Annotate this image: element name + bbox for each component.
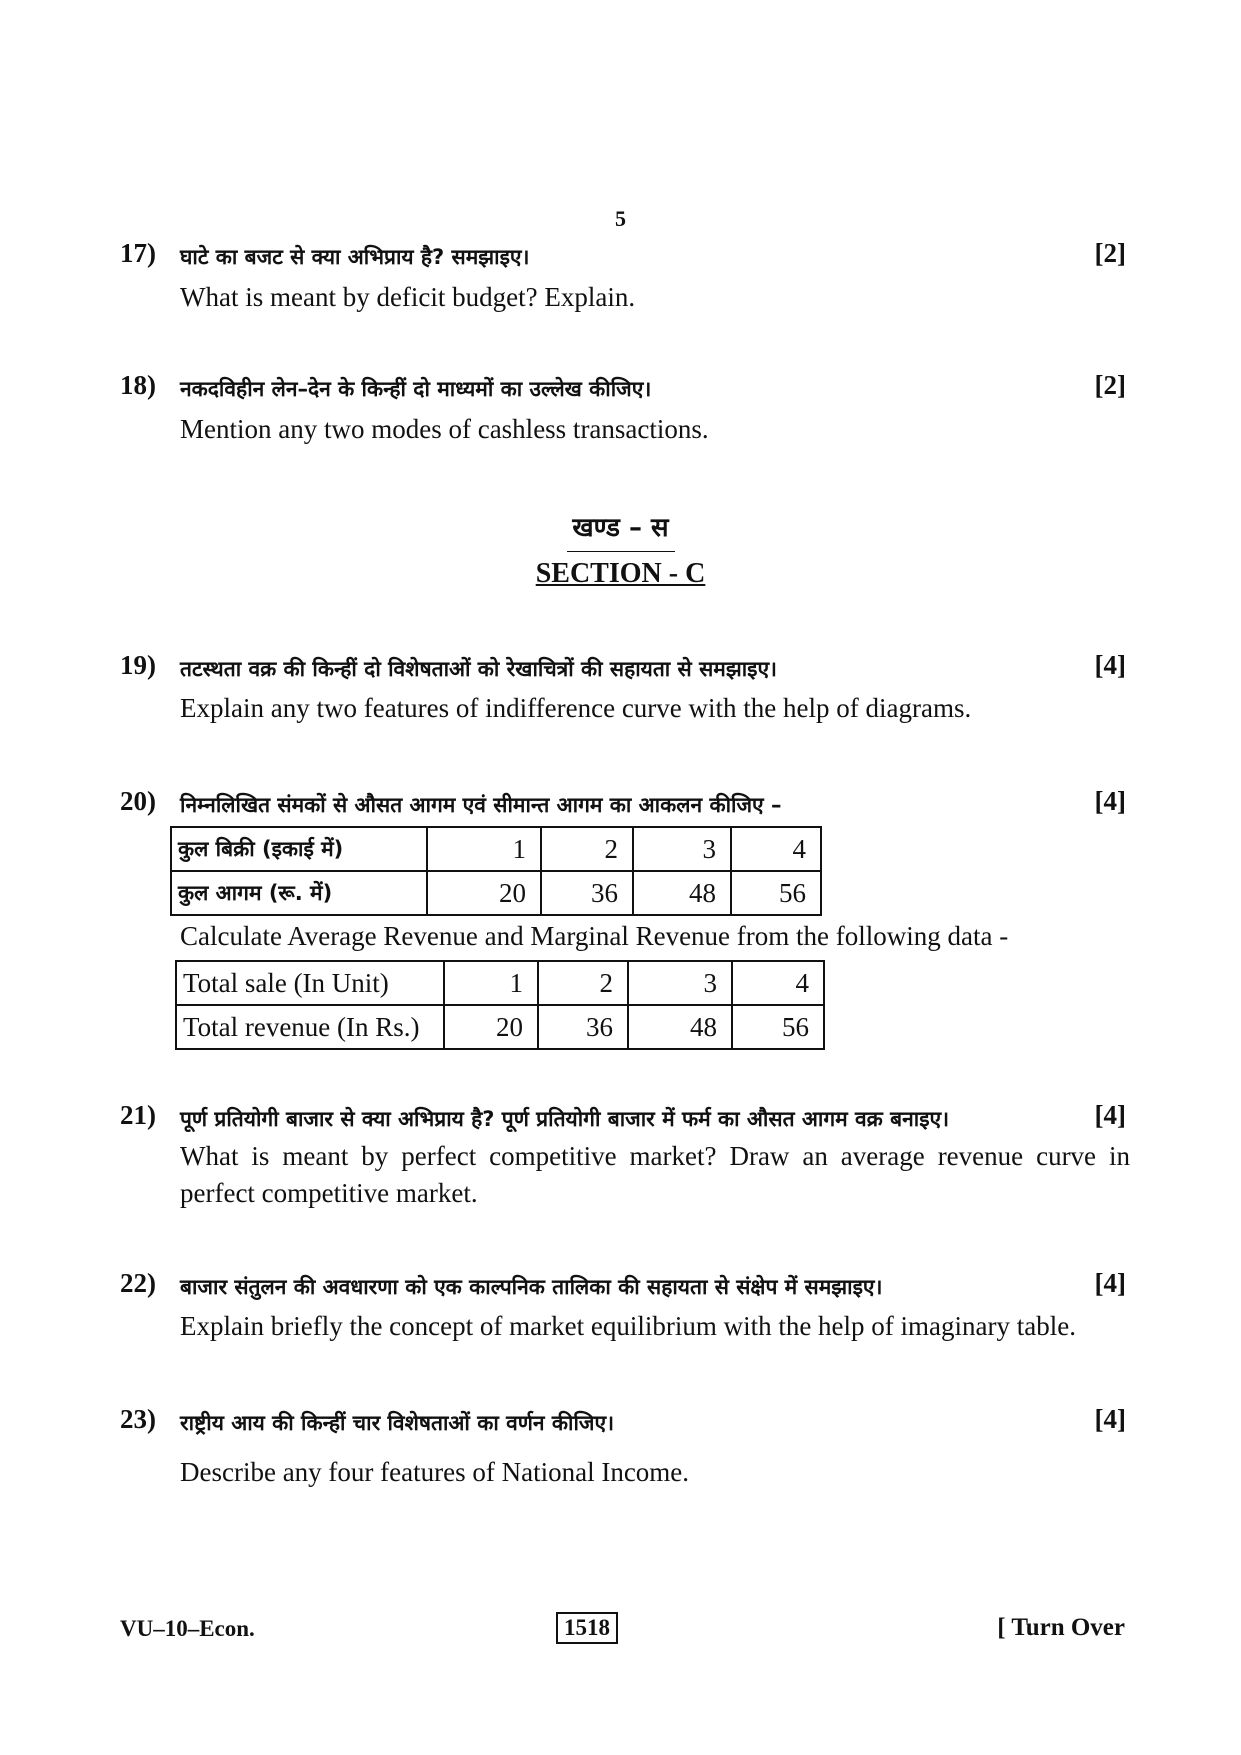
table-row-label: कुल बिक्री (इकाई में) — [171, 827, 427, 871]
table-cell: 48 — [628, 1005, 732, 1049]
question-english: Describe any four features of National Income. — [180, 1457, 690, 1487]
paper-code: VU–10–Econ. — [120, 1616, 255, 1641]
question-number: 20) — [120, 786, 156, 816]
question-hindi: राष्ट्रीय आय की किन्हीं चार विशेषताओं का वर्णन कीजिए। — [180, 1411, 615, 1435]
table-cell: 48 — [633, 871, 731, 915]
table-cell: 2 — [538, 961, 628, 1005]
question-number: 21) — [120, 1100, 156, 1130]
table-cell: 20 — [427, 871, 541, 915]
table-cell: 2 — [541, 827, 633, 871]
table-cell: 1 — [444, 961, 538, 1005]
question-hindi: तटस्थता वक्र की किन्हीं दो विशेषताओं को रेखाचित्रों की सहायता से समझाइए। — [180, 657, 778, 681]
table-cell: 1 — [427, 827, 541, 871]
data-table-hindi — [170, 826, 822, 916]
table-cell: 3 — [633, 827, 731, 871]
question-marks: [4] — [1094, 786, 1126, 816]
question-marks: [2] — [1094, 370, 1126, 400]
question-english: What is meant by perfect competitive market? Draw an average revenue curve in perfect competitive market. — [180, 1141, 1130, 1208]
table-row-label: कुल आगम (रू. में) — [171, 871, 427, 915]
table-row — [176, 961, 824, 1005]
question-marks: [4] — [1094, 1404, 1126, 1434]
table-cell: 56 — [731, 871, 821, 915]
question-marks: [4] — [1094, 650, 1126, 680]
table-cell: 56 — [732, 1005, 824, 1049]
data-table-english — [175, 960, 825, 1050]
table-cell: 4 — [732, 961, 824, 1005]
question-hindi: बाजार संतुलन की अवधारणा को एक काल्पनिक तालिका की सहायता से संक्षेप में समझाइए। — [180, 1275, 883, 1299]
section-title: SECTION - C — [535, 558, 706, 589]
turn-over-label: [ Turn Over — [997, 1614, 1125, 1641]
question-number: 17) — [120, 238, 156, 268]
paper-serial-box: 1518 — [556, 1612, 618, 1644]
page-number: 5 — [615, 206, 626, 231]
question-number: 22) — [120, 1268, 156, 1298]
table-cell: 36 — [538, 1005, 628, 1049]
table-cell: 36 — [541, 871, 633, 915]
table-cell: 4 — [731, 827, 821, 871]
table-cell: 3 — [628, 961, 732, 1005]
table-cell: 20 — [444, 1005, 538, 1049]
question-marks: [2] — [1094, 238, 1126, 268]
question-marks: [4] — [1094, 1100, 1126, 1130]
table-row — [171, 827, 821, 871]
question-hindi: नकदविहीन लेन–देन के किन्हीं दो माध्यमों का उल्लेख कीजिए। — [180, 377, 652, 401]
question-english: Calculate Average Revenue and Marginal Revenue from the following data - — [180, 921, 1009, 951]
question-number: 18) — [120, 370, 156, 400]
question-english: Mention any two modes of cashless transactions. — [180, 414, 709, 444]
question-english: What is meant by deficit budget? Explain. — [180, 282, 636, 312]
table-row-label: Total revenue (In Rs.) — [176, 1005, 444, 1049]
question-number: 23) — [120, 1404, 156, 1434]
question-english: Explain any two features of indifference curve with the help of diagrams. — [180, 693, 972, 723]
table-row — [171, 871, 821, 915]
table-row-label: Total sale (In Unit) — [176, 961, 444, 1005]
question-hindi: निम्नलिखित संमकों से औसत आगम एवं सीमान्त आगम का आकलन कीजिए – — [180, 793, 782, 817]
question-number: 19) — [120, 650, 156, 680]
question-hindi: घाटे का बजट से क्या अभिप्राय है? समझाइए। — [180, 245, 530, 269]
question-english: Explain briefly the concept of market equilibrium with the help of imaginary table. — [180, 1311, 1076, 1341]
table-row — [176, 1005, 824, 1049]
question-marks: [4] — [1094, 1268, 1126, 1298]
question-hindi: पूर्ण प्रतियोगी बाजार से क्या अभिप्राय है? पूर्ण प्रतियोगी बाजार में फर्म का औसत आगम वक्र बनाइए। — [180, 1107, 950, 1131]
section-divider — [567, 551, 675, 552]
section-title-hindi: खण्ड – स — [572, 513, 669, 543]
